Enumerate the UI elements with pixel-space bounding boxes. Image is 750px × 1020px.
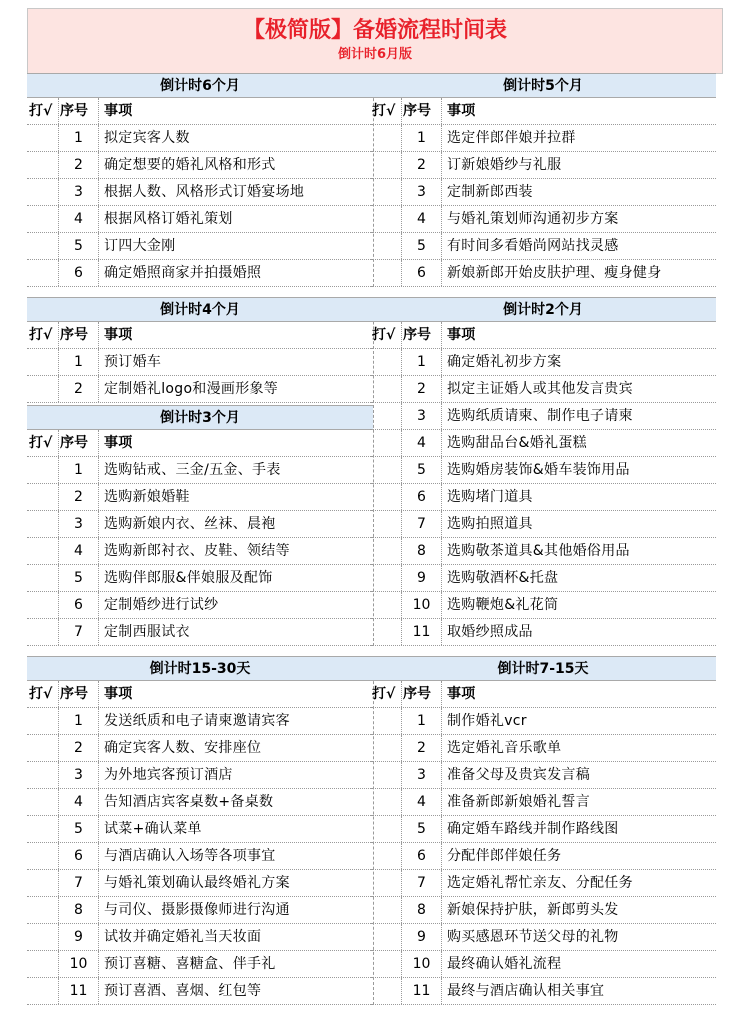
row-number: 2 <box>59 484 99 510</box>
check-column-header: 打√ <box>370 681 402 707</box>
check-cell[interactable] <box>27 457 59 483</box>
table-row <box>370 708 716 735</box>
row-number: 6 <box>402 260 442 286</box>
row-number: 5 <box>59 816 99 842</box>
row-number: 1 <box>402 125 442 151</box>
table-row <box>27 376 373 403</box>
check-cell[interactable] <box>27 870 59 896</box>
row-number: 3 <box>59 511 99 537</box>
item-column-header: 事项 <box>447 686 476 702</box>
row-number: 2 <box>59 152 99 178</box>
table-row <box>370 924 716 951</box>
row-number: 2 <box>59 735 99 761</box>
check-cell[interactable] <box>27 484 59 510</box>
table-row <box>27 951 373 978</box>
task-item: 选定伴郎伴娘并拉群 <box>447 130 576 146</box>
table-row <box>27 843 373 870</box>
table-row <box>27 457 373 484</box>
check-cell[interactable] <box>370 816 402 842</box>
task-item: 有时间多看婚尚网站找灵感 <box>447 238 619 254</box>
section-m6 <box>27 73 374 287</box>
row-number: 11 <box>402 619 442 645</box>
table-row <box>27 735 373 762</box>
row-number: 3 <box>402 179 442 205</box>
column-header-row <box>27 98 373 125</box>
task-item: 选购钻戒、三金/五金、手表 <box>104 462 281 478</box>
table-row <box>370 619 716 646</box>
check-cell[interactable] <box>27 762 59 788</box>
row-number: 5 <box>59 233 99 259</box>
row-number: 9 <box>402 565 442 591</box>
check-cell[interactable] <box>370 179 402 205</box>
check-cell[interactable] <box>370 789 402 815</box>
row-number: 5 <box>402 816 442 842</box>
item-column-header: 事项 <box>447 327 476 343</box>
number-column-header: 序号 <box>402 98 442 124</box>
task-item: 确定婚礼初步方案 <box>447 354 562 370</box>
table-row <box>370 376 716 403</box>
check-cell[interactable] <box>27 152 59 178</box>
number-column-header: 序号 <box>402 322 442 348</box>
check-cell[interactable] <box>27 206 59 232</box>
check-cell[interactable] <box>27 233 59 259</box>
table-row <box>370 538 716 565</box>
row-number: 4 <box>402 206 442 232</box>
row-number: 4 <box>402 430 442 456</box>
task-item: 选购拍照道具 <box>447 516 533 532</box>
check-cell[interactable] <box>370 457 402 483</box>
row-number: 8 <box>402 897 442 923</box>
task-item: 确定想要的婚礼风格和形式 <box>104 157 276 173</box>
table-row <box>27 565 373 592</box>
table-row <box>27 152 373 179</box>
table-row <box>27 125 373 152</box>
row-number: 6 <box>59 843 99 869</box>
task-item: 根据风格订婚礼策划 <box>104 211 233 227</box>
task-item: 新娘保持护肤，新郎剪头发 <box>447 902 619 918</box>
row-number: 5 <box>402 457 442 483</box>
task-item: 新娘新郎开始皮肤护理、瘦身健身 <box>447 265 662 281</box>
task-item: 与婚礼策划师沟通初步方案 <box>447 211 619 227</box>
table-row <box>27 816 373 843</box>
table-row <box>27 206 373 233</box>
row-number: 2 <box>402 735 442 761</box>
task-item: 选购新娘婚鞋 <box>104 489 190 505</box>
task-item: 确定宾客人数、安排座位 <box>104 740 262 756</box>
table-row <box>27 897 373 924</box>
item-column-header: 事项 <box>447 103 476 119</box>
row-number: 3 <box>402 762 442 788</box>
table-row <box>27 538 373 565</box>
column-header-row <box>370 322 716 349</box>
number-column-header: 序号 <box>402 681 442 707</box>
check-cell[interactable] <box>27 843 59 869</box>
check-cell[interactable] <box>370 125 402 151</box>
task-item: 试妆并确定婚礼当天妆面 <box>104 929 262 945</box>
table-row <box>370 430 716 457</box>
check-cell[interactable] <box>27 951 59 977</box>
row-number: 4 <box>402 789 442 815</box>
row-number: 5 <box>402 233 442 259</box>
check-cell[interactable] <box>27 260 59 286</box>
check-cell[interactable] <box>27 735 59 761</box>
row-number: 7 <box>59 619 99 645</box>
check-cell[interactable] <box>370 870 402 896</box>
task-item: 预订婚车 <box>104 354 162 370</box>
task-item: 预订喜糖、喜糖盒、伴手礼 <box>104 956 276 972</box>
table-row <box>370 978 716 1005</box>
check-cell[interactable] <box>370 619 402 645</box>
table-row <box>370 349 716 376</box>
column-header-row <box>370 681 716 708</box>
table-row <box>27 708 373 735</box>
check-cell[interactable] <box>370 565 402 591</box>
row-number: 1 <box>59 349 99 375</box>
row-number: 7 <box>59 870 99 896</box>
row-number: 1 <box>402 349 442 375</box>
table-row <box>370 511 716 538</box>
task-item: 分配伴郎伴娘任务 <box>447 848 562 864</box>
row-number: 10 <box>59 951 99 977</box>
number-column-header: 序号 <box>59 322 99 348</box>
number-column-header: 序号 <box>59 430 99 456</box>
section-d30 <box>27 656 374 1005</box>
task-item: 与婚礼策划确认最终婚礼方案 <box>104 875 290 891</box>
table-row <box>27 924 373 951</box>
check-column-header: 打√ <box>370 98 402 124</box>
section-title: 倒计时5个月 <box>370 73 716 98</box>
check-cell[interactable] <box>370 430 402 456</box>
check-cell[interactable] <box>27 978 59 1004</box>
table-row <box>370 403 716 430</box>
check-column-header: 打√ <box>27 430 59 456</box>
row-number: 7 <box>402 870 442 896</box>
task-item: 试菜+确认菜单 <box>104 821 202 837</box>
check-column-header: 打√ <box>27 681 59 707</box>
table-row <box>370 152 716 179</box>
row-number: 11 <box>59 978 99 1004</box>
row-number: 5 <box>59 565 99 591</box>
check-cell[interactable] <box>27 511 59 537</box>
task-item: 确定婚照商家并拍摄婚照 <box>104 265 262 281</box>
table-row <box>27 260 373 287</box>
section-title: 倒计时4个月 <box>27 297 373 322</box>
row-number: 4 <box>59 538 99 564</box>
section-title: 倒计时7-15天 <box>370 656 716 681</box>
task-item: 选购伴郎服&伴娘服及配饰 <box>104 570 273 586</box>
task-item: 拟定宾客人数 <box>104 130 190 146</box>
check-cell[interactable] <box>27 789 59 815</box>
section-d15 <box>370 656 716 1005</box>
check-cell[interactable] <box>370 349 402 375</box>
section-m3 <box>27 405 374 646</box>
task-item: 购买感恩环节送父母的礼物 <box>447 929 619 945</box>
row-number: 8 <box>402 538 442 564</box>
row-number: 4 <box>59 206 99 232</box>
row-number: 1 <box>402 708 442 734</box>
task-item: 选定婚礼音乐歌单 <box>447 740 562 756</box>
row-number: 10 <box>402 592 442 618</box>
task-item: 告知酒店宾客桌数+备桌数 <box>104 794 274 810</box>
check-cell[interactable] <box>370 403 402 429</box>
table-row <box>27 233 373 260</box>
check-cell[interactable] <box>27 349 59 375</box>
page-subtitle: 倒计时6月版 <box>337 47 413 62</box>
table-row <box>370 179 716 206</box>
number-column-header: 序号 <box>59 98 99 124</box>
check-cell[interactable] <box>370 708 402 734</box>
table-row <box>370 789 716 816</box>
table-row <box>370 457 716 484</box>
check-cell[interactable] <box>27 708 59 734</box>
check-cell[interactable] <box>370 206 402 232</box>
row-number: 1 <box>59 457 99 483</box>
column-header-row <box>27 322 373 349</box>
section-title: 倒计时2个月 <box>370 297 716 322</box>
check-cell[interactable] <box>27 125 59 151</box>
section-m4 <box>27 297 374 403</box>
check-cell[interactable] <box>370 260 402 286</box>
task-item: 定制西服试衣 <box>104 624 190 640</box>
check-cell[interactable] <box>27 538 59 564</box>
row-number: 6 <box>402 484 442 510</box>
check-cell[interactable] <box>370 484 402 510</box>
task-item: 取婚纱照成品 <box>447 624 533 640</box>
item-column-header: 事项 <box>104 435 133 451</box>
table-row <box>370 565 716 592</box>
task-item: 定制婚礼logo和漫画形象等 <box>104 381 279 397</box>
check-cell[interactable] <box>27 179 59 205</box>
check-cell[interactable] <box>370 951 402 977</box>
task-item: 最终确认婚礼流程 <box>447 956 562 972</box>
row-number: 2 <box>59 376 99 402</box>
task-item: 选购纸质请柬、制作电子请柬 <box>447 408 633 424</box>
check-cell[interactable] <box>370 843 402 869</box>
table-row <box>370 897 716 924</box>
check-cell[interactable] <box>370 762 402 788</box>
check-cell[interactable] <box>27 565 59 591</box>
task-item: 拟定主证婚人或其他发言贵宾 <box>447 381 633 397</box>
row-number: 8 <box>59 897 99 923</box>
check-cell[interactable] <box>370 924 402 950</box>
title-block <box>27 8 723 74</box>
table-row <box>27 762 373 789</box>
task-item: 发送纸质和电子请柬邀请宾客 <box>104 713 290 729</box>
item-column-header: 事项 <box>104 327 133 343</box>
section-m2 <box>370 297 716 646</box>
task-item: 选购新郎衬衣、皮鞋、领结等 <box>104 543 290 559</box>
task-item: 与司仪、摄影摄像师进行沟通 <box>104 902 290 918</box>
table-row <box>27 484 373 511</box>
table-row <box>27 179 373 206</box>
item-column-header: 事项 <box>104 103 133 119</box>
task-item: 选购甜品台&婚礼蛋糕 <box>447 435 587 451</box>
section-title: 倒计时3个月 <box>27 405 373 430</box>
check-cell[interactable] <box>370 511 402 537</box>
row-number: 2 <box>402 152 442 178</box>
task-item: 订新娘婚纱与礼服 <box>447 157 562 173</box>
row-number: 1 <box>59 708 99 734</box>
task-item: 选购新娘内衣、丝袜、晨袍 <box>104 516 276 532</box>
row-number: 3 <box>402 403 442 429</box>
table-row <box>370 233 716 260</box>
task-item: 定制婚纱进行试纱 <box>104 597 219 613</box>
task-item: 确定婚车路线并制作路线图 <box>447 821 619 837</box>
task-item: 选定婚礼帮忙亲友、分配任务 <box>447 875 633 891</box>
check-column-header: 打√ <box>27 322 59 348</box>
table-row <box>370 592 716 619</box>
column-header-row <box>27 430 373 457</box>
section-title: 倒计时6个月 <box>27 73 373 98</box>
table-row <box>370 125 716 152</box>
table-row <box>27 870 373 897</box>
row-number: 1 <box>59 125 99 151</box>
table-row <box>27 592 373 619</box>
table-row <box>370 260 716 287</box>
task-item: 为外地宾客预订酒店 <box>104 767 233 783</box>
row-number: 6 <box>59 592 99 618</box>
row-number: 6 <box>59 260 99 286</box>
table-row <box>27 978 373 1005</box>
task-item: 与酒店确认入场等各项事宜 <box>104 848 276 864</box>
table-row <box>370 206 716 233</box>
check-column-header: 打√ <box>370 322 402 348</box>
row-number: 6 <box>402 843 442 869</box>
task-item: 订四大金刚 <box>104 238 176 254</box>
column-header-row <box>370 98 716 125</box>
task-item: 最终与酒店确认相关事宜 <box>447 983 605 999</box>
check-cell[interactable] <box>27 816 59 842</box>
page-title: 【极简版】备婚流程时间表 <box>242 18 507 43</box>
row-number: 2 <box>402 376 442 402</box>
table-row <box>27 349 373 376</box>
check-cell[interactable] <box>370 376 402 402</box>
table-row <box>370 870 716 897</box>
task-item: 准备父母及贵宾发言稿 <box>447 767 590 783</box>
row-number: 7 <box>402 511 442 537</box>
section-m5 <box>370 73 716 287</box>
column-header-row <box>27 681 373 708</box>
number-column-header: 序号 <box>59 681 99 707</box>
check-cell[interactable] <box>27 897 59 923</box>
table-row <box>370 484 716 511</box>
row-number: 4 <box>59 789 99 815</box>
check-cell[interactable] <box>370 978 402 1004</box>
task-item: 选购敬酒杯&托盘 <box>447 570 559 586</box>
task-item: 选购鞭炮&礼花筒 <box>447 597 559 613</box>
row-number: 3 <box>59 762 99 788</box>
task-item: 选购敬茶道具&其他婚俗用品 <box>447 543 630 559</box>
check-cell[interactable] <box>27 619 59 645</box>
check-cell[interactable] <box>370 897 402 923</box>
check-cell[interactable] <box>370 152 402 178</box>
item-column-header: 事项 <box>104 686 133 702</box>
task-item: 选购婚房装饰&婚车装饰用品 <box>447 462 630 478</box>
section-title: 倒计时15-30天 <box>27 656 373 681</box>
check-cell[interactable] <box>27 592 59 618</box>
check-cell[interactable] <box>370 735 402 761</box>
table-row <box>370 843 716 870</box>
row-number: 10 <box>402 951 442 977</box>
table-row <box>27 511 373 538</box>
row-number: 11 <box>402 978 442 1004</box>
row-number: 9 <box>402 924 442 950</box>
table-row <box>370 816 716 843</box>
table-row <box>27 789 373 816</box>
task-item: 选购堵门道具 <box>447 489 533 505</box>
task-item: 定制新郎西装 <box>447 184 533 200</box>
check-cell[interactable] <box>27 924 59 950</box>
check-cell[interactable] <box>27 376 59 402</box>
table-row <box>27 619 373 646</box>
row-number: 3 <box>59 179 99 205</box>
check-cell[interactable] <box>370 538 402 564</box>
table-row <box>370 735 716 762</box>
check-cell[interactable] <box>370 592 402 618</box>
task-item: 根据人数、风格形式订婚宴场地 <box>104 184 305 200</box>
table-row <box>370 762 716 789</box>
task-item: 准备新郎新娘婚礼誓言 <box>447 794 590 810</box>
check-column-header: 打√ <box>27 98 59 124</box>
table-row <box>370 951 716 978</box>
task-item: 制作婚礼vcr <box>447 713 527 729</box>
row-number: 9 <box>59 924 99 950</box>
task-item: 预订喜酒、喜烟、红包等 <box>104 983 262 999</box>
check-cell[interactable] <box>370 233 402 259</box>
